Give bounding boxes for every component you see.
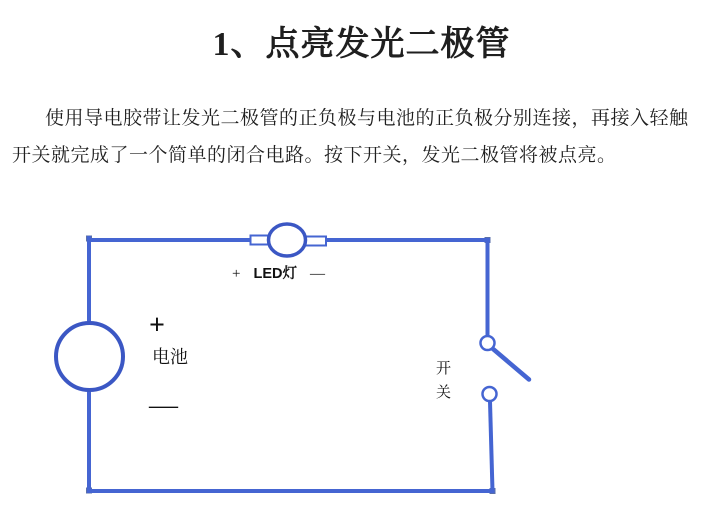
switch-contact-upper bbox=[481, 336, 495, 350]
led-plus-sign: + bbox=[232, 266, 241, 282]
intro-line-1: 使用导电胶带让发光二极管的正负极与电池的正负极分别连接，再接入轻触 bbox=[45, 108, 689, 129]
led-symbol bbox=[269, 224, 306, 256]
page-title: 1、点亮发光二极管 bbox=[212, 26, 511, 63]
battery-symbol bbox=[56, 323, 123, 390]
led-lead-right bbox=[305, 237, 326, 246]
intro-line-2: 开关就完成了一个简单的闭合电路。按下开关，发光二极管将被点亮。 bbox=[12, 145, 617, 166]
battery-name: 电池 bbox=[152, 347, 188, 367]
led-minus-sign: — bbox=[309, 266, 325, 282]
led-name: LED灯 bbox=[253, 266, 297, 282]
led-lead-left bbox=[251, 236, 270, 245]
led-label bbox=[232, 266, 325, 283]
switch-name: 开关 bbox=[436, 361, 452, 401]
battery-plus-sign: + bbox=[149, 310, 165, 341]
switch-blade bbox=[493, 349, 530, 380]
battery-minus-sign: — bbox=[149, 389, 178, 421]
wire-right-lower bbox=[490, 402, 493, 492]
switch-contact-lower bbox=[483, 387, 497, 401]
